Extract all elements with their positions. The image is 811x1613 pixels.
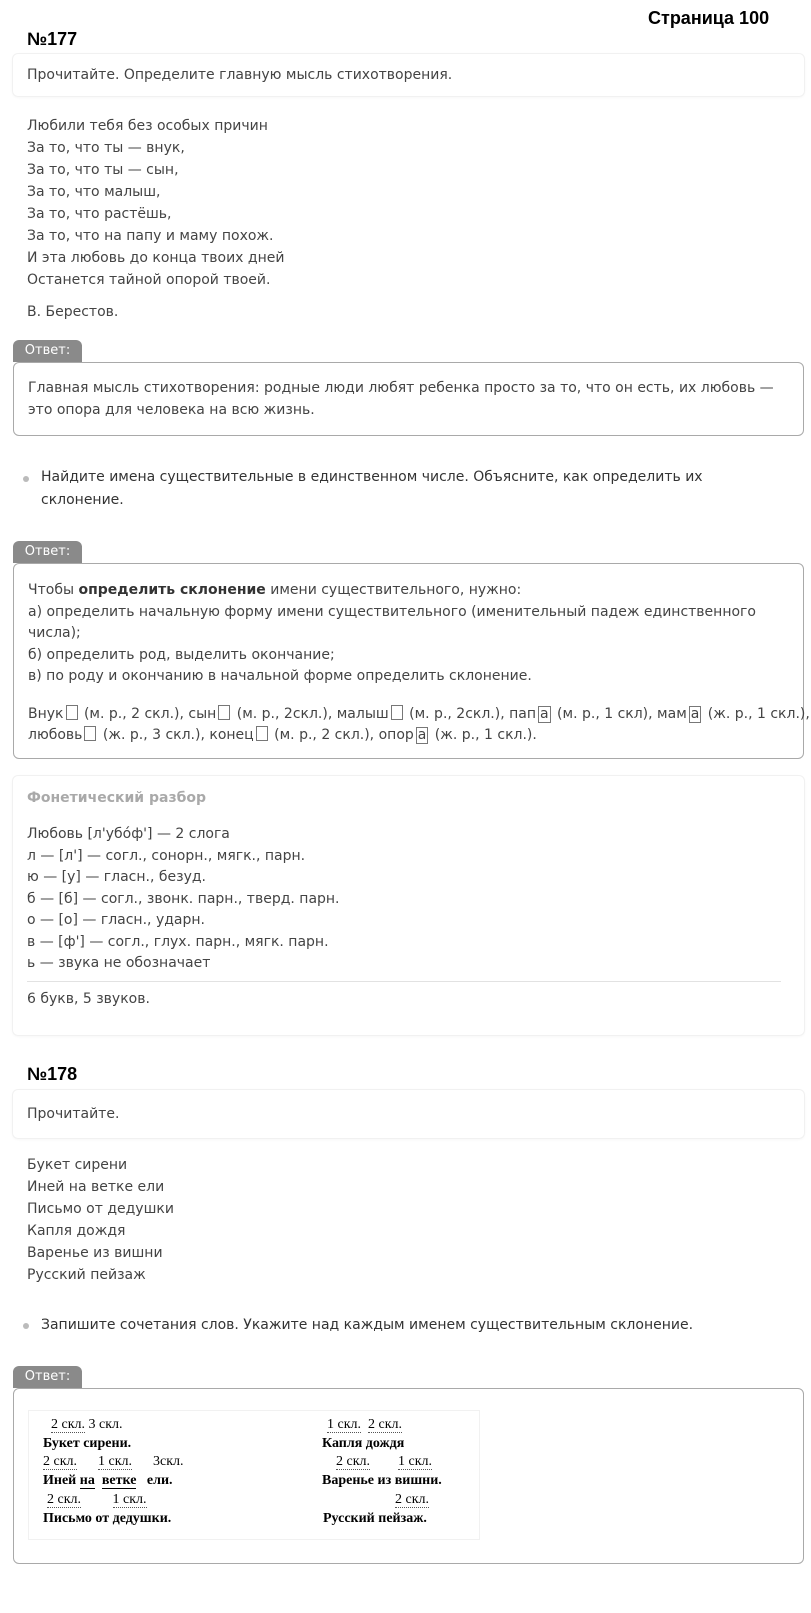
declension-mark: 2 скл.: [336, 1454, 371, 1469]
bullet-dot: [23, 476, 29, 482]
word: опор: [378, 727, 414, 743]
answer-line: Главная мысль стихотворения: родные люди любят ребенка просто за то, что он есть, их любовь —: [28, 380, 774, 396]
word: малыш: [336, 706, 389, 722]
zero-ending-box: [218, 705, 230, 720]
poem-line: За то, что малыш,: [27, 184, 161, 200]
declension-mark: 2 скл.: [51, 1417, 86, 1432]
zero-ending-box: [66, 705, 78, 720]
word-list: [27, 1154, 174, 1286]
poem: [27, 115, 284, 291]
ending-box: а: [690, 706, 700, 722]
poem-line: Останется тайной опорой твоей.: [27, 272, 271, 288]
word-note: (ж. р., 1 скл.),: [703, 706, 810, 722]
intro-text: Чтобы: [28, 582, 79, 598]
zero-ending-box: [256, 726, 268, 741]
declension-note: [43, 1454, 184, 1470]
zero-ending-box: [391, 705, 403, 720]
phrase: [43, 1511, 171, 1527]
phrase: [323, 1511, 427, 1527]
declension-mark: 2 скл.: [47, 1492, 82, 1507]
word: сын: [188, 706, 217, 722]
phrase-text: Письмо от дедушки.: [43, 1511, 172, 1526]
step-line: а) определить начальную форму имени существительного (именительный падеж единственного: [28, 604, 756, 620]
task-177-number: №177: [27, 29, 78, 49]
step-line: в) по роду и окончанию в начальной форме определить склонение.: [28, 668, 532, 684]
poem-line: За то, что растёшь,: [27, 206, 172, 222]
divider: [27, 981, 781, 982]
question-line: склонение.: [41, 492, 124, 508]
poem-line: И эта любовь до конца твоих дней: [27, 250, 285, 266]
phonetic-title: Фонетический разбор: [27, 790, 207, 806]
declension-mark: 2 скл.: [43, 1454, 78, 1469]
phonetic-line: б — [б] — согл., звонк. парн., тверд. парн.: [27, 891, 340, 907]
phrase-text: ветке: [101, 1473, 137, 1488]
word-note: (м. р., 1 скл),: [552, 706, 658, 722]
word: мам: [657, 706, 687, 722]
phonetic-summary: 6 букв, 5 звуков.: [27, 991, 150, 1007]
answer-tab: Ответ:: [13, 340, 82, 362]
phonetic-line: л — [л'] — согл., сонорн., мягк., парн.: [27, 848, 306, 864]
word-note: (м. р., 2скл.),: [404, 706, 510, 722]
page-number: Страница 100: [648, 8, 770, 28]
poem-line: За то, что ты — сын,: [27, 162, 179, 178]
word: любовь: [28, 727, 83, 743]
task-177-instruction: Прочитайте. Определите главную мысль стихотворения.: [27, 67, 453, 83]
poem-line: Любили тебя без особых причин: [27, 118, 268, 134]
declension-mark: 1 скл.: [398, 1454, 433, 1469]
list-item: Иней на ветке ели: [27, 1179, 165, 1195]
phrase-text: Варенье из вишни.: [322, 1473, 442, 1488]
intro-text: имени существительного, нужно:: [265, 582, 522, 598]
declension-mark: 1 скл.: [98, 1454, 133, 1469]
answer-tab: Ответ:: [13, 541, 82, 563]
declension-note: [47, 1492, 147, 1508]
word: Внук: [28, 706, 64, 722]
phonetic-card: [12, 775, 805, 1036]
phrase-text: на: [79, 1473, 95, 1488]
ending-box: а: [540, 706, 549, 722]
declension-mark: 1 скл.: [327, 1417, 362, 1432]
phrase-text: Русский пейзаж.: [323, 1511, 427, 1526]
list-item: Письмо от дедушки: [27, 1201, 174, 1217]
phonetic-line: Любовь [л'убо́ф'] — 2 слога: [27, 826, 230, 842]
phrase-text: Иней: [43, 1473, 77, 1488]
answer-line: это опора для человека на всю жизнь.: [28, 402, 315, 418]
phonetic-line: о — [о] — гласн., ударн.: [27, 912, 205, 928]
question-line: Запишите сочетания слов. Укажите над каждым именем существительным склонение.: [41, 1317, 694, 1333]
word: пап: [509, 706, 537, 722]
declension-mark: 1 скл.: [112, 1492, 147, 1507]
step-line: числа);: [28, 625, 81, 641]
bullet-dot: [23, 1323, 29, 1329]
declension-mark: 3скл.: [153, 1454, 184, 1469]
poem-line: За то, что на папу и маму похож.: [27, 228, 274, 244]
task-177-instruction-card: [12, 53, 805, 97]
answer-box: [13, 563, 810, 759]
declension-note: [395, 1492, 429, 1508]
word-note: (м. р., 2 скл.),: [269, 727, 379, 743]
list-item: Капля дождя: [27, 1223, 126, 1239]
list-item: Варенье из вишни: [27, 1245, 163, 1261]
declension-mark: 3 скл.: [88, 1417, 123, 1432]
words-line: [28, 724, 537, 746]
words-line: [28, 703, 810, 725]
phrase: [43, 1436, 131, 1452]
word: конец: [209, 727, 254, 743]
word-note: (м. р., 2скл.),: [232, 706, 337, 722]
answer-box: [13, 362, 804, 436]
phrase: [322, 1473, 442, 1489]
declension-mark: 2 скл.: [368, 1417, 403, 1432]
phonetic-line: в — [ф'] — согл., глух. парн., мягк. парн.: [27, 934, 329, 950]
phrase: [322, 1436, 404, 1452]
poem-author: В. Берестов.: [27, 304, 119, 320]
intro-bold: определить склонение: [78, 582, 266, 598]
handwritten-answer-image: [28, 1410, 480, 1540]
phonetic-line: ю — [у] — гласн., безуд.: [27, 869, 206, 885]
phrase: [43, 1473, 173, 1489]
list-item: Букет сирени: [27, 1157, 128, 1173]
task-178-number: №178: [27, 1064, 78, 1084]
phrase-text: Букет сирени.: [43, 1436, 132, 1451]
phrase-text: Капля дождя: [322, 1436, 405, 1451]
zero-ending-box: [84, 726, 96, 741]
question-line: Найдите имена существительные в единственном числе. Объясните, как определить их: [41, 469, 703, 485]
word-note: (ж. р., 3 скл.),: [98, 727, 210, 743]
step-line: б) определить род, выделить окончание;: [28, 647, 335, 663]
task-178-instruction: Прочитайте.: [27, 1106, 120, 1122]
task-178-instruction-card: [12, 1089, 805, 1139]
word-note: (ж. р., 1 скл.).: [430, 727, 537, 743]
answer-box: [13, 1388, 804, 1564]
phrase-text: ели.: [146, 1473, 173, 1488]
answer-tab: Ответ:: [13, 1366, 82, 1388]
declension-note: [51, 1417, 123, 1433]
list-item: Русский пейзаж: [27, 1267, 146, 1283]
poem-line: За то, что ты — внук,: [27, 140, 185, 156]
declension-mark: 2 скл.: [395, 1492, 430, 1507]
word-note: (м. р., 2 скл.),: [79, 706, 189, 722]
ending-box: а: [417, 727, 427, 743]
declension-note: [327, 1417, 402, 1433]
answer-intro: [28, 579, 521, 601]
phonetic-line: ь — звука не обозначает: [27, 955, 211, 971]
declension-note: [336, 1454, 432, 1470]
